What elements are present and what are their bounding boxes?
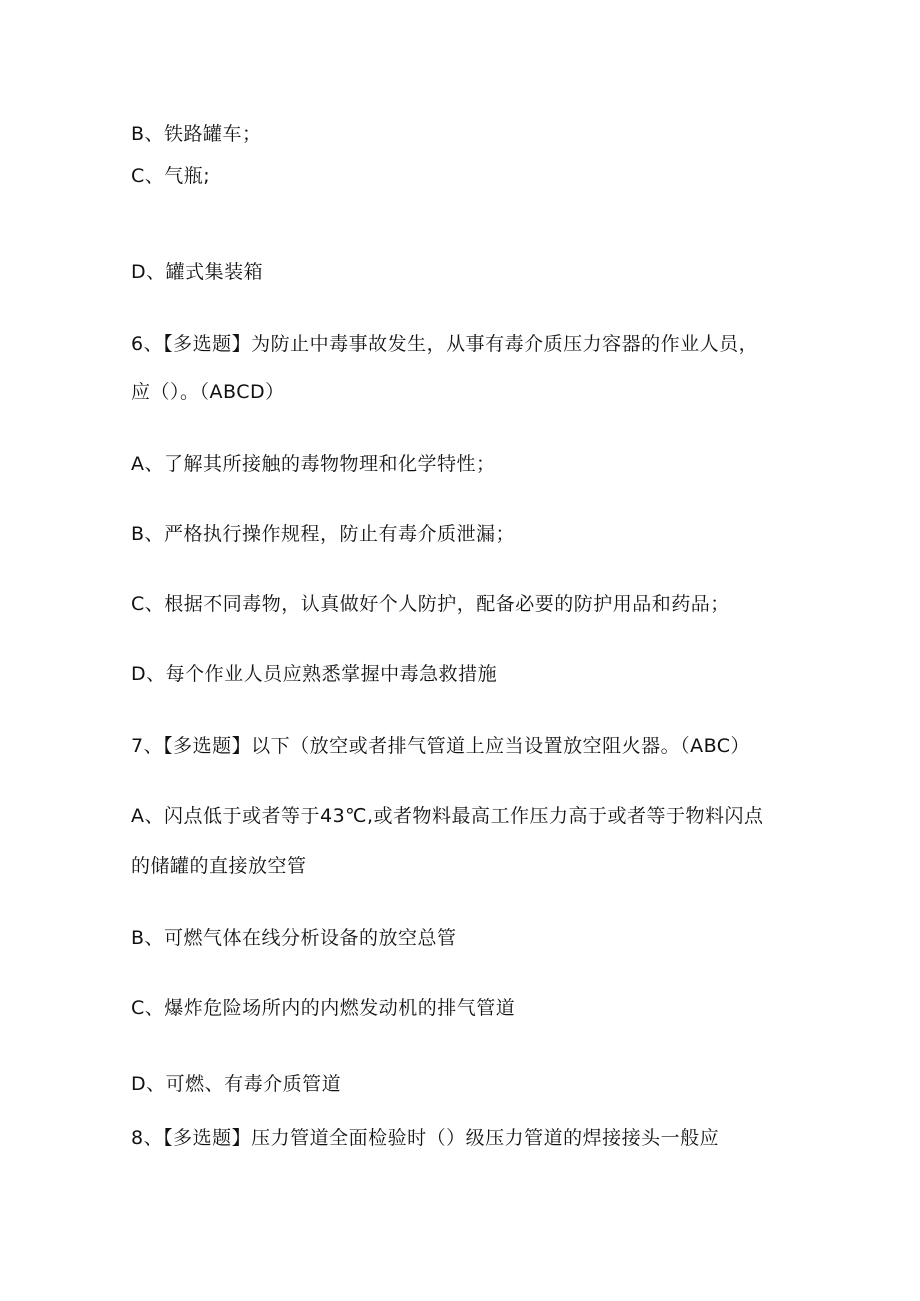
q7-option-c: C、爆炸危险场所内的内燃发动机的排气管道	[131, 997, 516, 1019]
q6-option-b: B、严格执行操作规程，防止有毒介质泄漏；	[131, 523, 516, 545]
q5-option-c: C、气瓶;	[131, 165, 211, 187]
q5-option-d: D、罐式集装箱	[131, 261, 264, 283]
q7-question: 7、【多选题】以下（放空或者排气管道上应当设置放空阻火器。（ABC）	[131, 735, 751, 757]
q6-question-line-1: 6、【多选题】为防止中毒事故发生，从事有毒介质压力容器的作业人员，	[131, 333, 759, 355]
q7-option-a-line-2: 的储罐的直接放空管	[131, 855, 307, 877]
q6-option-c: C、根据不同毒物，认真做好个人防护，配备必要的防护用品和药品；	[131, 593, 730, 615]
q5-option-b: B、铁路罐车；	[131, 123, 262, 145]
q7-option-a-line-1: A、闪点低于或者等于43℃,或者物料最高工作压力高于或者等于物料闪点	[131, 805, 764, 827]
q6-question-line-2: 应（）。（ABCD）	[131, 381, 285, 403]
q6-option-a: A、了解其所接触的毒物物理和化学特性；	[131, 453, 496, 475]
q8-question: 8、【多选题】压力管道全面检验时（）级压力管道的焊接接头一般应	[131, 1127, 720, 1149]
q7-option-b: B、可燃气体在线分析设备的放空总管	[131, 927, 457, 949]
q6-option-d: D、每个作业人员应熟悉掌握中毒急救措施	[131, 663, 498, 685]
q7-option-d: D、可燃、有毒介质管道	[131, 1073, 342, 1095]
